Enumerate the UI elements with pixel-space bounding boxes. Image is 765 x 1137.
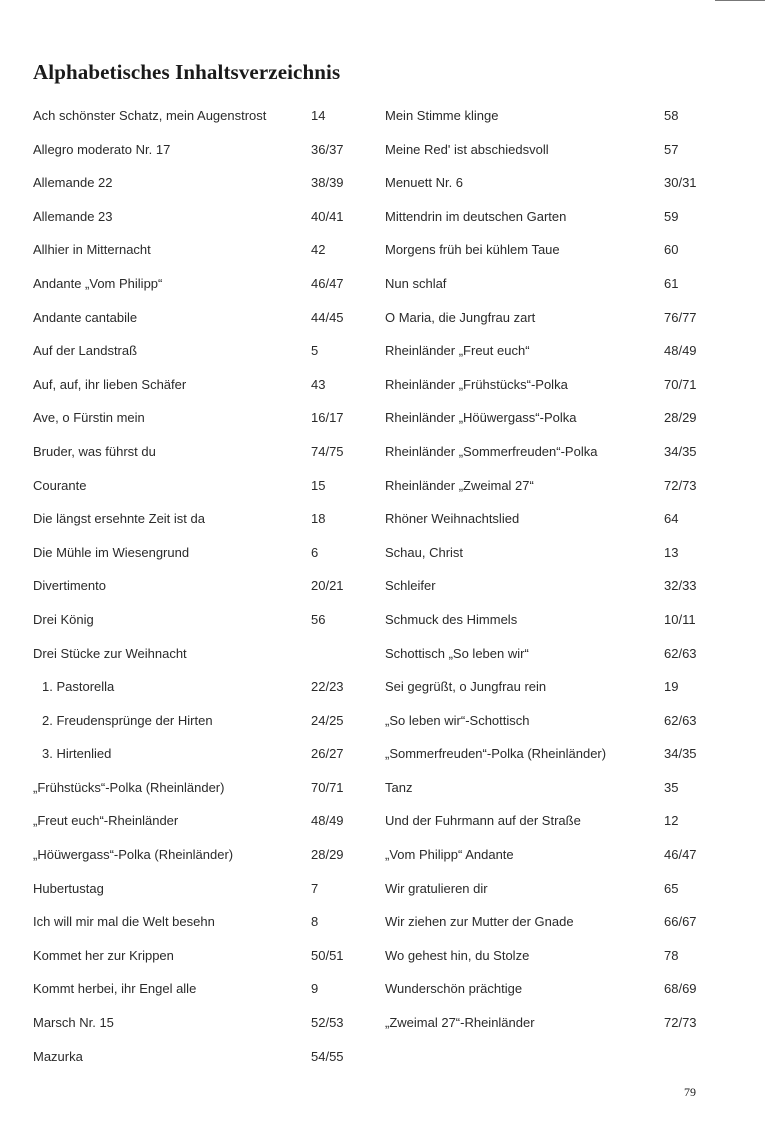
entry-title: „Sommerfreuden“-Polka (Rheinländer): [385, 746, 607, 762]
index-entry: [380, 368, 765, 402]
index-entry: [0, 603, 380, 637]
index-entry: [0, 838, 380, 872]
index-entry: [0, 267, 380, 301]
index-entry: [380, 569, 765, 603]
entry-title: Schmuck des Himmels: [385, 611, 518, 627]
entry-title: Drei Stücke zur Weihnacht: [33, 645, 187, 661]
entry-page: 59: [664, 208, 679, 224]
entry-page: 26/27: [311, 746, 344, 762]
entry-page: 62/63: [664, 645, 697, 661]
index-column-left: [0, 99, 380, 1073]
index-entry: [380, 670, 765, 704]
index-entry: [380, 401, 765, 435]
entry-title: Ich will mir mal die Welt besehn: [33, 914, 215, 930]
index-entry: [380, 301, 765, 335]
entry-page: 30/31: [664, 175, 697, 191]
entry-title: Wir ziehen zur Mutter der Gnade: [385, 914, 574, 930]
entry-title: „Vom Philipp“ Andante: [385, 847, 514, 863]
entry-page: 50/51: [311, 947, 344, 963]
entry-page: 20/21: [311, 578, 344, 594]
entry-title: „Zweimal 27“-Rheinländer: [385, 1015, 535, 1031]
entry-page: 5: [311, 343, 319, 359]
index-entry: [380, 838, 765, 872]
index-entry: [380, 704, 765, 738]
index-entry: [380, 536, 765, 570]
entry-page: 65: [664, 880, 679, 896]
entry-page: 12: [664, 813, 679, 829]
entry-page: 61: [664, 275, 679, 291]
entry-title: Rheinländer „Frühstücks“-Polka: [385, 376, 568, 392]
entry-title: Menuett Nr. 6: [385, 175, 464, 191]
entry-page: 16/17: [311, 410, 344, 426]
entry-title: Sei gegrüßt, o Jungfrau rein: [385, 679, 547, 695]
index-entry: [0, 233, 380, 267]
index-entry: [0, 368, 380, 402]
index-entry: [0, 737, 380, 771]
entry-title: 2. Freudensprünge der Hirten: [42, 712, 213, 728]
entry-title: Die längst ersehnte Zeit ist da: [33, 511, 205, 527]
entry-page: 24/25: [311, 712, 344, 728]
entry-title: Rheinländer „Zweimal 27“: [385, 477, 534, 493]
entry-title: Rheinländer „Höüwergass“-Polka: [385, 410, 577, 426]
entry-title: Andante cantabile: [33, 309, 138, 325]
index-entry: [0, 939, 380, 973]
index-entry: [0, 1006, 380, 1040]
index-entry: [0, 166, 380, 200]
entry-title: Tanz: [385, 779, 413, 795]
entry-page: 28/29: [311, 847, 344, 863]
index-column-right: [380, 99, 765, 1040]
entry-page: 70/71: [311, 779, 344, 795]
entry-title: „Freut euch“-Rheinländer: [33, 813, 179, 829]
entry-page: 6: [311, 544, 319, 560]
entry-title: Allemande 22: [33, 175, 113, 191]
index-entry: [0, 872, 380, 906]
entry-title: Schottisch „So leben wir“: [385, 645, 529, 661]
entry-page: 57: [664, 141, 679, 157]
entry-title: Wo gehest hin, du Stolze: [385, 947, 530, 963]
index-entry: [380, 233, 765, 267]
entry-page: 43: [311, 376, 326, 392]
entry-page: 14: [311, 108, 326, 123]
entry-title: Allemande 23: [33, 208, 113, 224]
entry-page: 22/23: [311, 679, 344, 695]
entry-page: 76/77: [664, 309, 697, 325]
entry-page: 72/73: [664, 477, 697, 493]
entry-page: 40/41: [311, 208, 344, 224]
index-entry: [0, 435, 380, 469]
index-entry: [0, 200, 380, 234]
entry-page: 62/63: [664, 712, 697, 728]
entry-title: Schleifer: [385, 578, 436, 594]
index-entry: [380, 200, 765, 234]
index-entry: [380, 939, 765, 973]
index-entry: [0, 670, 380, 704]
entry-page: 19: [664, 679, 679, 695]
entry-title: 3. Hirtenlied: [42, 746, 112, 762]
index-entry: [0, 469, 380, 503]
index-entry: [0, 704, 380, 738]
index-entry: [0, 637, 380, 671]
entry-title: Wir gratulieren dir: [385, 880, 488, 896]
entry-title: Bruder, was führst du: [33, 443, 156, 459]
index-entry: [380, 502, 765, 536]
entry-page: 34/35: [664, 443, 697, 459]
page-title: Alphabetisches Inhaltsverzeichnis: [33, 60, 341, 84]
index-entry: [0, 502, 380, 536]
entry-page: 9: [311, 981, 319, 997]
index-entry: [380, 972, 765, 1006]
entry-page: 72/73: [664, 1015, 697, 1031]
index-entry: [0, 334, 380, 368]
index-entry: [380, 1006, 765, 1040]
entry-title: Auf der Landstraß: [33, 343, 138, 359]
entry-title: Die Mühle im Wiesengrund: [33, 544, 190, 560]
entry-page: 46/47: [664, 847, 697, 863]
entry-page: 60: [664, 242, 679, 258]
entry-page: 35: [664, 779, 679, 795]
entry-page: 52/53: [311, 1015, 344, 1031]
entry-title: Kommet her zur Krippen: [33, 947, 174, 963]
index-entry: [0, 771, 380, 805]
entry-title: Mazurka: [33, 1048, 83, 1064]
entry-page: 18: [311, 511, 326, 527]
entry-title: Morgens früh bei kühlem Taue: [385, 242, 560, 258]
index-entry: [380, 872, 765, 906]
entry-page: 78: [664, 947, 679, 963]
entry-page: 58: [664, 108, 679, 123]
entry-page: 66/67: [664, 914, 697, 930]
index-entry: [0, 972, 380, 1006]
entry-title: Mein Stimme klinge: [385, 108, 499, 123]
index-entry: [0, 401, 380, 435]
entry-title: Divertimento: [33, 578, 106, 594]
entry-page: 7: [311, 880, 319, 896]
entry-page: 36/37: [311, 141, 344, 157]
entry-title: „Frühstücks“-Polka (Rheinländer): [33, 779, 225, 795]
entry-title: „So leben wir“-Schottisch: [385, 712, 530, 728]
entry-page: 13: [664, 544, 679, 560]
index-entry: [0, 1040, 380, 1074]
entry-page: 8: [311, 914, 319, 930]
entry-title: Allhier in Mitternacht: [33, 242, 151, 258]
index-entry: [380, 603, 765, 637]
entry-title: Rheinländer „Sommerfreuden“-Polka: [385, 443, 598, 459]
entry-page: 74/75: [311, 443, 344, 459]
entry-title: Schau, Christ: [385, 544, 464, 560]
entry-page: 28/29: [664, 410, 697, 426]
index-entry: [0, 99, 380, 133]
entry-title: Marsch Nr. 15: [33, 1015, 114, 1031]
index-entry: [0, 569, 380, 603]
entry-page: 54/55: [311, 1048, 344, 1064]
entry-title: Andante „Vom Philipp“: [33, 275, 163, 291]
entry-title: Meine Red' ist abschiedsvoll: [385, 141, 549, 157]
entry-title: 1. Pastorella: [42, 679, 115, 695]
entry-page: 48/49: [664, 343, 697, 359]
entry-page: 70/71: [664, 376, 697, 392]
entry-page: 38/39: [311, 175, 344, 191]
entry-title: Rhöner Weihnachtslied: [385, 511, 520, 527]
entry-title: Ave, o Fürstin mein: [33, 410, 145, 426]
index-entry: [380, 166, 765, 200]
entry-title: O Maria, die Jungfrau zart: [385, 309, 536, 325]
entry-page: 10/11: [664, 611, 696, 627]
index-entry: [380, 905, 765, 939]
top-rule: [715, 0, 765, 1]
entry-page: 34/35: [664, 746, 697, 762]
entry-title: Courante: [33, 477, 87, 493]
index-entry: [380, 99, 765, 133]
entry-page: 68/69: [664, 981, 697, 997]
index-entry: [0, 905, 380, 939]
entry-title: Allegro moderato Nr. 17: [33, 141, 171, 157]
entry-title: Wunderschön prächtige: [385, 981, 523, 997]
entry-title: Rheinländer „Freut euch“: [385, 343, 530, 359]
entry-page: 56: [311, 611, 326, 627]
entry-title: Hubertustag: [33, 880, 104, 896]
index-entry: [0, 536, 380, 570]
index-entry: [380, 804, 765, 838]
index-entry: [380, 133, 765, 167]
entry-page: 48/49: [311, 813, 344, 829]
index-entry: [380, 435, 765, 469]
index-entry: [380, 637, 765, 671]
index-entry: [380, 737, 765, 771]
entry-title: Drei König: [33, 611, 94, 627]
index-entry: [0, 804, 380, 838]
entry-page: 32/33: [664, 578, 697, 594]
entry-title: Und der Fuhrmann auf der Straße: [385, 813, 581, 829]
entry-page: 46/47: [311, 275, 344, 291]
entry-page: 15: [311, 477, 326, 493]
entry-page: 42: [311, 242, 326, 258]
entry-title: Ach schönster Schatz, mein Augenstrost: [33, 108, 267, 123]
page-number: 79: [684, 1085, 696, 1099]
entry-page: 44/45: [311, 309, 344, 325]
entry-page: 64: [664, 511, 679, 527]
entry-title: Auf, auf, ihr lieben Schäfer: [33, 376, 187, 392]
entry-title: Nun schlaf: [385, 275, 447, 291]
entry-title: „Höüwergass“-Polka (Rheinländer): [33, 847, 234, 863]
entry-title: Mittendrin im deutschen Garten: [385, 208, 567, 224]
index-entry: [380, 469, 765, 503]
entry-title: Kommt herbei, ihr Engel alle: [33, 981, 197, 997]
index-entry: [380, 267, 765, 301]
index-entry: [380, 334, 765, 368]
index-entry: [380, 771, 765, 805]
index-entry: [0, 301, 380, 335]
index-entry: [0, 133, 380, 167]
